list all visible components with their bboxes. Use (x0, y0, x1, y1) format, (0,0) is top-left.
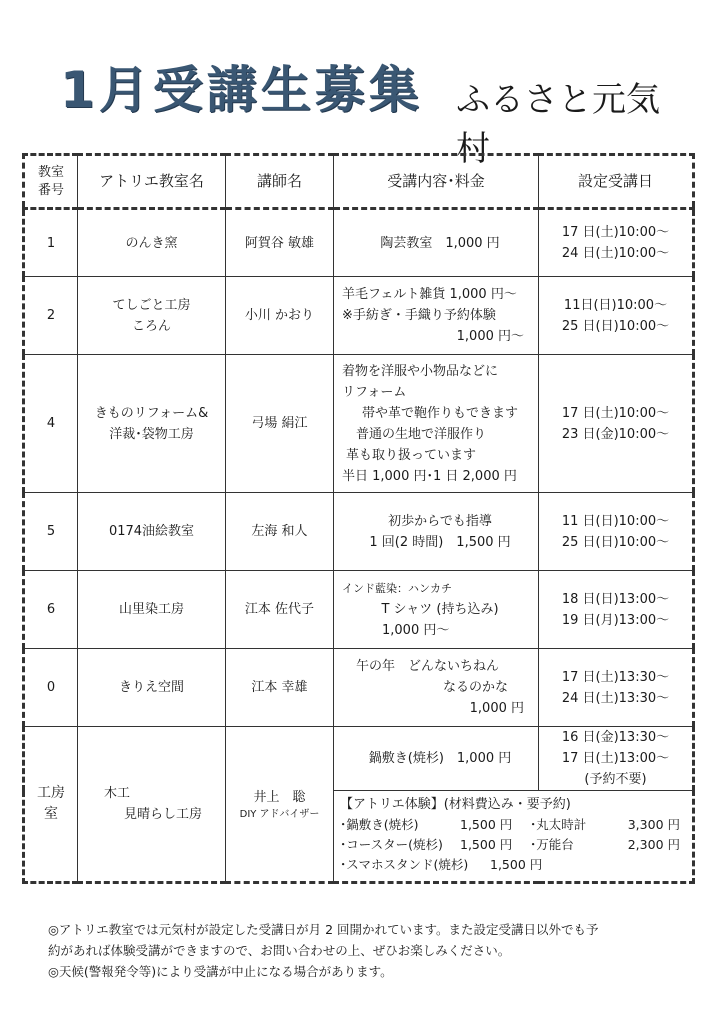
header-dates: 設定受講日 (539, 155, 694, 209)
row-no: 工房 室 (24, 727, 78, 883)
table-row (24, 727, 694, 791)
row-name: 木工 見晴らし工房 (78, 727, 226, 883)
row-content: インド藍染：ハンカチ T シャツ (持ち込み) 1,000 円～ (334, 571, 539, 649)
header-name: アトリエ教室名 (78, 155, 226, 209)
header-content: 受講内容･料金 (334, 155, 539, 209)
header-no: 教室 番号 (24, 155, 78, 209)
experience-item: ･鍋敷き(焼杉) 1,500 円 ･丸太時計 3,300 円 (340, 817, 680, 832)
row-no: 6 (24, 571, 78, 649)
experience-item: ･スマホスタンド(焼杉) 1,500 円 (340, 857, 543, 872)
row-no: 5 (24, 493, 78, 571)
row-dates: 17 日(土)10:00～ 23 日(金)10:00～ (539, 355, 694, 493)
row-instructor: 井上 聡 DIY アドバイザー (226, 727, 334, 883)
row-name: 0174油絵教室 (78, 493, 226, 571)
row-dates: 11日(日)10:00～ 25 日(日)10:00～ (539, 277, 694, 355)
row-instructor: 阿賀谷 敏雄 (226, 209, 334, 277)
note-line: 約があれば体験受講ができますので、お問い合わせの上、ぜひお楽しみください。 (48, 943, 511, 958)
schedule-table (22, 153, 695, 884)
table-row (24, 209, 694, 277)
footer-notes (48, 919, 708, 982)
title-area (50, 50, 690, 169)
row-no: 1 (24, 209, 78, 277)
header-instructor: 講師名 (226, 155, 334, 209)
row-instructor: 弓場 絹江 (226, 355, 334, 493)
note-line: ◎天候(警報発令等)により受講が中止になる場合があります。 (48, 964, 393, 979)
row-name: てしごと工房 ころん (78, 277, 226, 355)
row-content: 午の年 どんないちねん なるのかな 1,000 円 (334, 649, 539, 727)
row-content: 初歩からでも指導 1 回(2 時間) 1,500 円 (334, 493, 539, 571)
row-name: きものリフォーム& 洋裁･袋物工房 (78, 355, 226, 493)
table-header-row (24, 155, 694, 209)
row-content: 着物を洋服や小物品などに リフォーム 帯や革で鞄作りもできます 普通の生地で洋服作り 革も取り扱っています 半日 1,000 円･1 日 2,000 円 (334, 355, 539, 493)
row-instructor: 左海 和人 (226, 493, 334, 571)
table-row (24, 277, 694, 355)
table-row (24, 571, 694, 649)
row-name: のんき窯 (78, 209, 226, 277)
row-no: 0 (24, 649, 78, 727)
note-line: ◎アトリエ教室では元気村が設定した受講日が月 2 回開かれています。また設定受講日以外でも予 (48, 922, 599, 937)
page-title: 1月受講生募集 (60, 61, 423, 119)
table-row (24, 493, 694, 571)
row-no: 2 (24, 277, 78, 355)
row-dates: 17 日(土)10:00～ 24 日(土)10:00～ (539, 209, 694, 277)
row-instructor: 小川 かおり (226, 277, 334, 355)
row-dates: 11 日(日)10:00～ 25 日(日)10:00～ (539, 493, 694, 571)
row-content: 陶芸教室 1,000 円 (334, 209, 539, 277)
experience-box (334, 791, 694, 883)
page-subtitle: ふるさと元気村 (456, 80, 660, 169)
experience-title: 【アトリエ体験】(材料費込み・要予約) (340, 797, 571, 812)
table-row (24, 355, 694, 493)
row-dates: 16 日(金)13:30～ 17 日(土)13:00～ (予約不要) (539, 727, 694, 791)
row-instructor: 江本 幸雄 (226, 649, 334, 727)
table-row (24, 649, 694, 727)
row-name: きりえ空間 (78, 649, 226, 727)
row-dates: 17 日(土)13:30～ 24 日(土)13:30～ (539, 649, 694, 727)
row-content: 羊毛フェルト雑貨 1,000 円～ ※手紡ぎ・手織り予約体験 1,000 円～ (334, 277, 539, 355)
row-name: 山里染工房 (78, 571, 226, 649)
experience-item: ･コースター(焼杉) 1,500 円 ･万能台 2,300 円 (340, 837, 680, 852)
row-no: 4 (24, 355, 78, 493)
row-dates: 18 日(日)13:00～ 19 日(月)13:00～ (539, 571, 694, 649)
row-instructor: 江本 佐代子 (226, 571, 334, 649)
row-content: 鍋敷き(焼杉) 1,000 円 (334, 727, 539, 791)
